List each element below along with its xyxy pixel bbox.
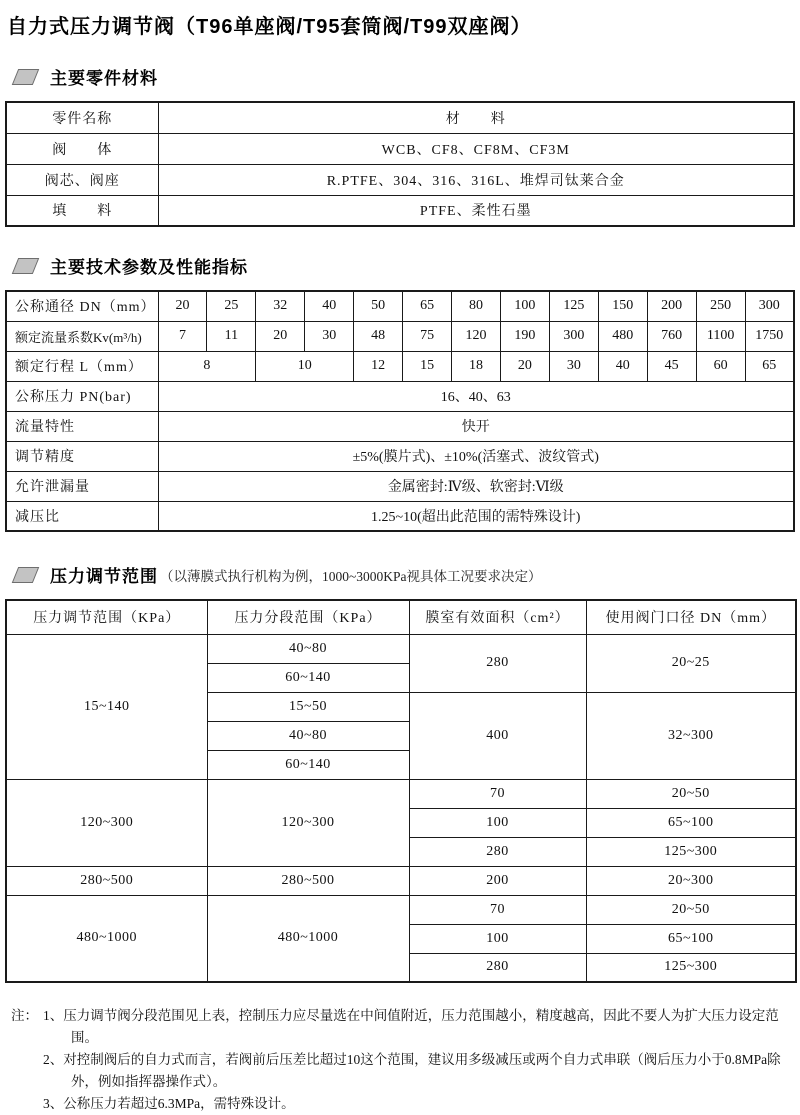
parallelogram-icon <box>12 258 39 274</box>
segment-range: 15~50 <box>207 692 409 721</box>
ratio-value: 1.25~10(超出此范围的需特殊设计) <box>158 501 794 531</box>
table-row-kv <box>6 321 794 351</box>
valve-dn: 20~25 <box>586 634 796 692</box>
part-name: 阀 体 <box>6 133 158 164</box>
stroke-value: 40 <box>598 351 647 381</box>
parallelogram-icon <box>12 69 39 85</box>
col-header-adjust-range: 压力调节范围（KPa） <box>6 600 207 634</box>
valve-dn: 20~50 <box>586 895 796 924</box>
valve-dn: 20~300 <box>586 866 796 895</box>
dn-value: 32 <box>256 291 305 321</box>
notes <box>5 1005 800 1115</box>
kv-value: 30 <box>305 321 354 351</box>
stroke-value: 20 <box>500 351 549 381</box>
dn-value: 40 <box>305 291 354 321</box>
col-header-diaphragm-area: 膜室有效面积（cm²） <box>409 600 586 634</box>
dn-value: 125 <box>549 291 598 321</box>
col-header-valve-dn: 使用阀门口径 DN（mm） <box>586 600 796 634</box>
table-row <box>6 779 796 808</box>
diaphragm-area: 70 <box>409 779 586 808</box>
kv-value: 75 <box>403 321 452 351</box>
row-label: 允许泄漏量 <box>6 471 158 501</box>
kv-value: 1100 <box>696 321 745 351</box>
pn-value: 16、40、63 <box>158 381 794 411</box>
table-row <box>6 164 794 195</box>
stroke-value: 60 <box>696 351 745 381</box>
table-row <box>6 634 796 663</box>
table-row <box>6 195 794 226</box>
diaphragm-area: 280 <box>409 837 586 866</box>
adjust-range: 15~140 <box>6 634 207 779</box>
dn-value: 150 <box>598 291 647 321</box>
diaphragm-area: 200 <box>409 866 586 895</box>
diaphragm-area: 100 <box>409 924 586 953</box>
adjust-range: 480~1000 <box>6 895 207 982</box>
valve-dn: 20~50 <box>586 779 796 808</box>
kv-value: 1750 <box>745 321 794 351</box>
dn-value: 250 <box>696 291 745 321</box>
dn-value: 65 <box>403 291 452 321</box>
page-title: 自力式压力调节阀（T96单座阀/T95套筒阀/T99双座阀） <box>7 16 532 38</box>
diaphragm-area: 100 <box>409 808 586 837</box>
valve-dn: 32~300 <box>586 692 796 779</box>
stroke-value: 10 <box>256 351 354 381</box>
stroke-value: 8 <box>158 351 256 381</box>
table-row-accuracy <box>6 441 794 471</box>
dn-value: 300 <box>745 291 794 321</box>
part-name: 填 料 <box>6 195 158 226</box>
segment-range: 60~140 <box>207 750 409 779</box>
part-material: PTFE、柔性石墨 <box>158 195 794 226</box>
note-item-2: 2、对控制阀后的自力式而言，若阀前后压差比超过10这个范围，建议用多级减压或两个自力式串联（阀后压力小于0.8MPa除外，例如指挥器操作式）。 <box>43 1052 781 1089</box>
row-label: 减压比 <box>6 501 158 531</box>
stroke-value: 15 <box>403 351 452 381</box>
diaphragm-area: 400 <box>409 692 586 779</box>
part-name: 阀芯、阀座 <box>6 164 158 195</box>
valve-dn: 65~100 <box>586 808 796 837</box>
segment-range: 60~140 <box>207 663 409 692</box>
section-title-pressure: 压力调节范围 <box>50 567 158 586</box>
segment-range: 40~80 <box>207 634 409 663</box>
dn-value: 50 <box>354 291 403 321</box>
flow-value: 快开 <box>158 411 794 441</box>
kv-value: 48 <box>354 321 403 351</box>
valve-dn: 65~100 <box>586 924 796 953</box>
segment-range: 280~500 <box>207 866 409 895</box>
part-material: R.PTFE、304、316、316L、堆焊司钛莱合金 <box>158 164 794 195</box>
table-row-flow <box>6 411 794 441</box>
segment-range: 120~300 <box>207 779 409 866</box>
materials-table <box>5 101 795 227</box>
stroke-value: 45 <box>647 351 696 381</box>
dn-value: 20 <box>158 291 207 321</box>
pressure-range-table <box>5 599 797 983</box>
section-heading-pressure <box>11 562 795 587</box>
section-title-parameters: 主要技术参数及性能指标 <box>50 258 248 277</box>
stroke-value: 65 <box>745 351 794 381</box>
materials-col1-header: 零件名称 <box>6 102 158 133</box>
kv-value: 20 <box>256 321 305 351</box>
table-row <box>6 866 796 895</box>
dn-value: 25 <box>207 291 256 321</box>
kv-value: 7 <box>158 321 207 351</box>
table-row-dn <box>6 291 794 321</box>
notes-prefix: 注： <box>11 1008 38 1023</box>
adjust-range: 120~300 <box>6 779 207 866</box>
table-row-stroke <box>6 351 794 381</box>
section-title-materials: 主要零件材料 <box>50 69 158 88</box>
section-heading-materials <box>11 64 795 89</box>
row-label: 额定流量系数Kv(m³/h) <box>6 321 158 351</box>
row-label: 公称通径 DN（mm） <box>6 291 158 321</box>
table-header-row <box>6 600 796 634</box>
section-subtitle-pressure: （以薄膜式执行机构为例，1000~3000KPa视具体工况要求决定） <box>160 568 542 584</box>
table-row <box>6 133 794 164</box>
stroke-value: 12 <box>354 351 403 381</box>
leakage-value: 金属密封:Ⅳ级、软密封:Ⅵ级 <box>158 471 794 501</box>
kv-value: 120 <box>452 321 501 351</box>
row-label: 调节精度 <box>6 441 158 471</box>
segment-range: 40~80 <box>207 721 409 750</box>
diaphragm-area: 280 <box>409 953 586 982</box>
row-label: 公称压力 PN(bar) <box>6 381 158 411</box>
parallelogram-icon <box>12 567 39 583</box>
segment-range: 480~1000 <box>207 895 409 982</box>
accuracy-value: ±5%(膜片式)、±10%(活塞式、波纹管式) <box>158 441 794 471</box>
note-item-3: 3、公称压力若超过6.3MPa，需特殊设计。 <box>43 1096 295 1111</box>
col-header-segment-range: 压力分段范围（KPa） <box>207 600 409 634</box>
adjust-range: 280~500 <box>6 866 207 895</box>
table-row <box>6 102 794 133</box>
valve-dn: 125~300 <box>586 837 796 866</box>
parameters-table <box>5 290 795 532</box>
kv-value: 11 <box>207 321 256 351</box>
table-row-pn <box>6 381 794 411</box>
kv-value: 300 <box>549 321 598 351</box>
kv-value: 480 <box>598 321 647 351</box>
note-item-1: 1、压力调节阀分段范围见上表，控制压力应尽量选在中间值附近，压力范围越小，精度越高，因此不要人为扩大压力设定范围。 <box>43 1008 779 1045</box>
row-label: 额定行程 L（mm） <box>6 351 158 381</box>
table-row-ratio <box>6 501 794 531</box>
table-row <box>6 895 796 924</box>
diaphragm-area: 280 <box>409 634 586 692</box>
row-label: 流量特性 <box>6 411 158 441</box>
valve-dn: 125~300 <box>586 953 796 982</box>
stroke-value: 18 <box>452 351 501 381</box>
table-row-leakage <box>6 471 794 501</box>
dn-value: 200 <box>647 291 696 321</box>
kv-value: 760 <box>647 321 696 351</box>
materials-col2-header: 材 料 <box>158 102 794 133</box>
diaphragm-area: 70 <box>409 895 586 924</box>
stroke-value: 30 <box>549 351 598 381</box>
section-heading-parameters <box>11 253 795 278</box>
dn-value: 80 <box>452 291 501 321</box>
part-material: WCB、CF8、CF8M、CF3M <box>158 133 794 164</box>
kv-value: 190 <box>500 321 549 351</box>
dn-value: 100 <box>500 291 549 321</box>
